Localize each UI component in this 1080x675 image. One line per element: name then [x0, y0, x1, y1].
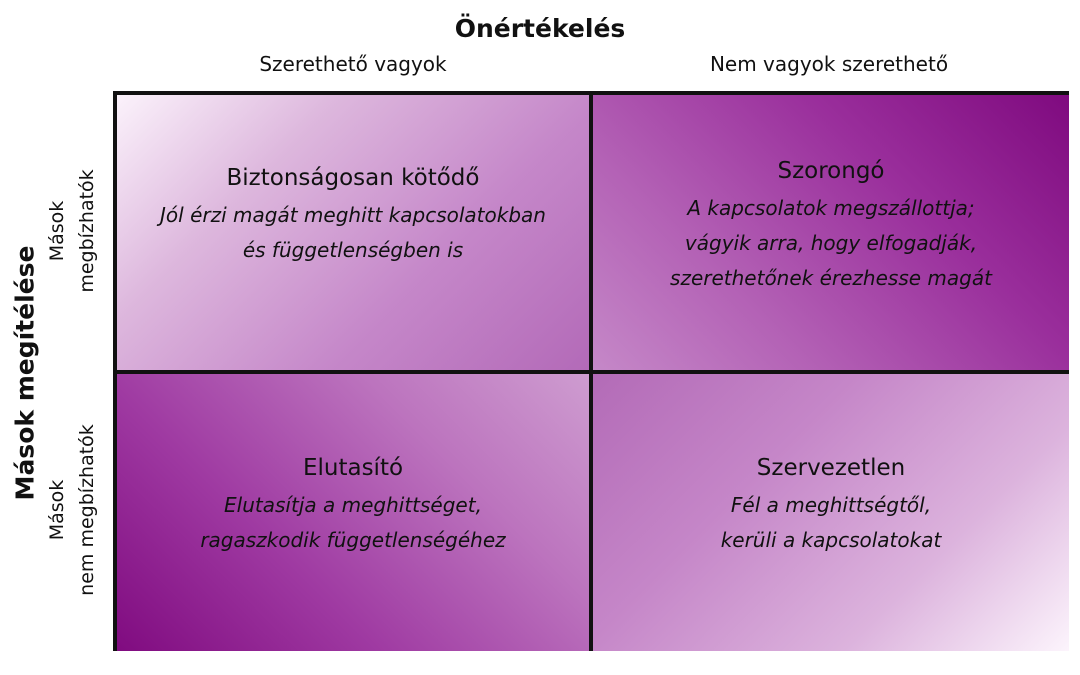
quadrant-secure [117, 95, 589, 370]
quadrant-title: Szervezetlen [756, 454, 906, 481]
description-line: és függetlenségben is [242, 237, 464, 262]
row-label-line: Mások [46, 479, 68, 541]
side-axis-title: Mások megítélése [10, 245, 40, 501]
attachment-matrix [113, 91, 1069, 651]
description-line: szerethetőnek érezhesse magát [670, 266, 992, 290]
row-label-untrustworthy [42, 424, 102, 596]
quadrant-description [200, 488, 505, 558]
description-line: kerüli a kapcsolatokat [720, 527, 942, 552]
description-line: Elutasítja a meghittséget, [224, 492, 482, 517]
quadrant-title: Szorongó [777, 158, 885, 184]
description-line: Jól érzi magát meghitt kapcsolatokban [160, 202, 546, 227]
row-label-line: nem megbízhatók [76, 424, 98, 596]
description-line: ragaszkodik függetlenségéhez [200, 527, 506, 552]
quadrant-anxious [593, 95, 1069, 370]
quadrant-disorganized [593, 374, 1069, 651]
row-label-line: megbízhatók [76, 169, 98, 293]
row-label-trustworthy [42, 169, 102, 292]
column-label-lovable: Szerethető vagyok [259, 52, 447, 76]
description-line: vágyik arra, hogy elfogadják, [684, 231, 978, 255]
quadrant-title: Elutasító [302, 454, 404, 481]
quadrant-dismissive [117, 374, 589, 651]
quadrant-description [721, 488, 942, 558]
quadrant-title: Biztonságosan kötődő [226, 164, 480, 191]
description-line: A kapcsolatok megszállottja; [687, 196, 975, 220]
description-line: Fél a meghittségtől, [730, 492, 932, 517]
quadrant-description [160, 198, 546, 268]
row-label-line: Mások [46, 200, 68, 262]
top-axis-title: Önértékelés [454, 14, 626, 43]
column-label-unlovable: Nem vagyok szerethető [709, 52, 949, 76]
quadrant-description [670, 191, 992, 296]
